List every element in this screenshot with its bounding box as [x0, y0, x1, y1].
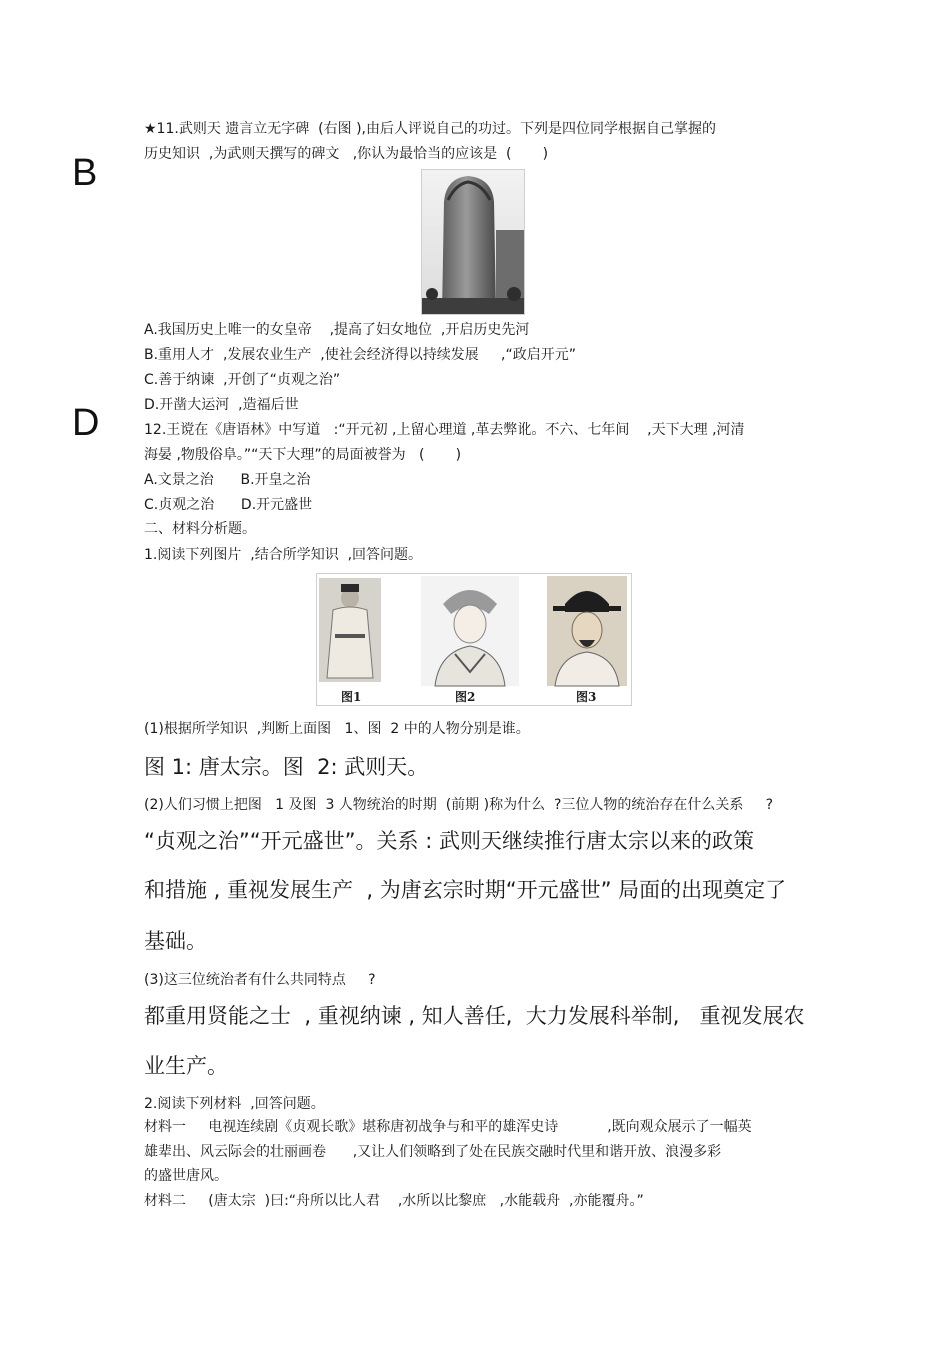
q12-stem-line2: 海晏 ,物殷俗阜。”“天下大理”的局面被誉为 ( ) [144, 447, 462, 463]
answer-q12: D [72, 402, 100, 444]
m1-question-1: (1)根据所学知识 ,判断上面图 1、图 2 中的人物分别是谁。 [144, 721, 530, 737]
m2-material1-line2: 雄辈出、风云际会的壮丽画卷 ,又让人们领略到了处在民族交融时代里和谐开放、浪漫多彩 [144, 1144, 722, 1160]
answer-q11: B [72, 152, 98, 194]
m1-answer-2-line2: 和措施 , 重视发展生产 , 为唐玄宗时期“开元盛世” 局面的出现奠定了 [144, 878, 787, 902]
m2-material2: 材料二 (唐太宗 )曰:“舟所以比人君 ,水所以比黎庶 ,水能载舟 ,亦能覆舟。” [144, 1193, 644, 1209]
q11-option-c: C.善于纳谏 ,开创了“贞观之治” [144, 372, 341, 388]
m1-question-2: (2)人们习惯上把图 1 及图 3 人物统治的时期 (前期 )称为什么 ?三位人物的统治存在什么关系 ? [144, 797, 774, 813]
figure-caption-1: 图1 [341, 690, 362, 704]
q11-option-d: D.开凿大运河 ,造福后世 [144, 397, 299, 413]
figure-caption-2: 图2 [455, 690, 476, 704]
section2-title: 二、材料分析题。 [144, 521, 256, 537]
portraits-figure [316, 573, 632, 706]
q11-stem-line1: ★11.武则天 遗言立无字碑 (右图 ),由后人评说自己的功过。下列是四位同学根据自己掌握的 [144, 121, 716, 137]
q12-options-row1: A.文景之治 B.开皇之治 [144, 472, 311, 488]
q12-options-row2: C.贞观之治 D.开元盛世 [144, 497, 313, 513]
q11-option-a: A.我国历史上唯一的女皇帝 ,提高了妇女地位 ,开启历史先河 [144, 322, 530, 338]
m1-answer-3-line1: 都重用贤能之士 , 重视纳谏 , 知人善任, 大力发展科举制, 重视发展农 [144, 1004, 805, 1028]
m2-material1-line3: 的盛世唐风。 [144, 1168, 228, 1184]
m1-answer-1: 图 1: 唐太宗。图 2: 武则天。 [144, 755, 429, 779]
m2-material1-line1: 材料一 电视连续剧《贞观长歌》堪称唐初战争与和平的雄浑史诗 ,既向观众展示了一幅英 [144, 1119, 752, 1135]
m1-intro: 1.阅读下列图片 ,结合所学知识 ,回答问题。 [144, 547, 423, 563]
wordless-stele-photo [421, 169, 525, 315]
figure-caption-3: 图3 [576, 690, 597, 704]
m1-answer-3-line2: 业生产。 [144, 1054, 228, 1078]
m1-question-3: (3)这三位统治者有什么共同特点 ? [144, 972, 376, 988]
m1-answer-2-line3: 基础。 [144, 929, 207, 953]
q11-stem-line2: 历史知识 ,为武则天撰写的碑文 ,你认为最恰当的应该是 ( ) [144, 146, 549, 162]
q11-option-b: B.重用人才 ,发展农业生产 ,使社会经济得以持续发展 ,“政启开元” [144, 347, 576, 363]
m2-intro: 2.阅读下列材料 ,回答问题。 [144, 1096, 325, 1112]
m1-answer-2-line1: “贞观之治”“开元盛世”。关系 : 武则天继续推行唐太宗以来的政策 [144, 829, 754, 853]
q12-stem-line1: 12.王谠在《唐语林》中写道 :“开元初 ,上留心理道 ,革去弊讹。不六、七年间 ,天下大理 ,河清 [144, 422, 745, 438]
